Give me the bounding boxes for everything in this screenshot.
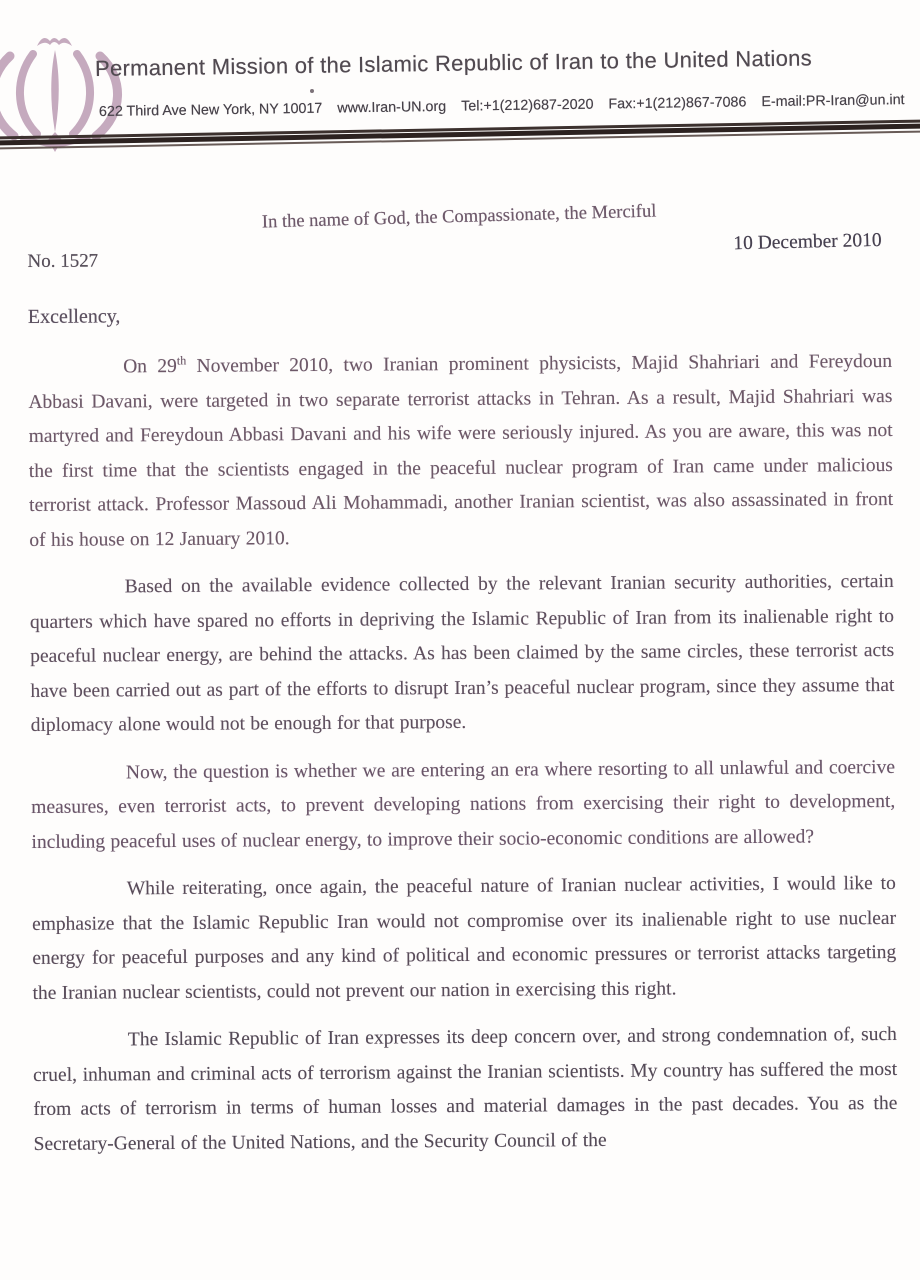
contact-line bbox=[99, 92, 905, 120]
tel-text: Tel:+1(212)687-2020 bbox=[461, 96, 594, 115]
paragraph-5: The Islamic Republic of Iran expresses its deep concern over, and strong condemnation of, such cruel, inhuman and criminal acts of terrorism against the Iranian scientists. My country has suffered the most from acts of terrorism in terms of human losses and material damages in the past decades. You as the Secretary-General of the United Nations, and the Security Council of the bbox=[33, 1023, 898, 1155]
mission-title: Permanent Mission of the Islamic Republic of Iran to the United Nations bbox=[94, 45, 813, 81]
paragraph-1-rest: November 2010, two Iranian prominent physicists, Majid Shahriari and Fereydoun Abbasi Davani, were targeted in two separate terrorist attacks in Tehran. As a result, Majid Shahriari was martyred and Fereydoun Abbasi Davani and his wife were seriously injured. As you are aware, this was not the first time that the scientists engaged in the peaceful nuclear program of Iran came under malicious terrorist attack. Professor Massoud Ali Mohammadi, another Iranian scientist, was also assassinated in front of his house on 12 January 2010. bbox=[28, 350, 894, 551]
paragraph-1-prefix: On 29 bbox=[123, 355, 177, 378]
letterhead-divider bbox=[0, 119, 920, 149]
paragraph-1 bbox=[28, 345, 893, 558]
website-text: www.Iran-UN.org bbox=[337, 98, 447, 117]
paragraph-2: Based on the available evidence collected by the relevant Iranian security authorities, certain quarters which have spared no efforts in depriving the Islamic Republic of Iran from its inalienable right to peaceful nuclear energy, are behind the attacks. As has been claimed by the same circles, these terrorist acts have been carried out as part of the efforts to disrupt Iran’s peaceful nuclear program, since they assume that diplomacy alone would not be enough for that purpose. bbox=[29, 570, 895, 736]
letter-date: 10 December 2010 bbox=[732, 229, 882, 255]
fax-text: Fax:+1(212)867-7086 bbox=[608, 94, 747, 113]
letter-body bbox=[27, 194, 898, 1162]
email-text: E-mail:PR-Iran@un.int bbox=[761, 92, 905, 111]
scan-speck bbox=[310, 89, 314, 93]
invocation-line: In the name of God, the Compassionate, the Merciful bbox=[261, 201, 657, 233]
reference-number: No. 1527 bbox=[27, 250, 99, 272]
paragraph-4: While reiterating, once again, the peaceful nature of Iranian nuclear activities, I would like to emphasize that the Islamic Republic Iran would not compromise over its inalienable right to use nuclear energy for peaceful purposes and any kind of political and economic pressures or terrorist attacks targeting the Iranian nuclear scientists, could not prevent our nation in exercising this right. bbox=[31, 872, 897, 1004]
address-text: 622 Third Ave New York, NY 10017 bbox=[98, 100, 323, 120]
salutation: Excellency, bbox=[27, 305, 121, 328]
meta-row bbox=[27, 229, 891, 273]
paragraph-3: Now, the question is whether we are entering an era where resorting to all unlawful and coercive measures, even terrorist acts, to prevent developing nations from exercising their right to development, including peaceful uses of nuclear energy, to improve their socio-economic conditions are allowed? bbox=[31, 756, 896, 853]
ordinal-superscript: th bbox=[176, 353, 187, 368]
